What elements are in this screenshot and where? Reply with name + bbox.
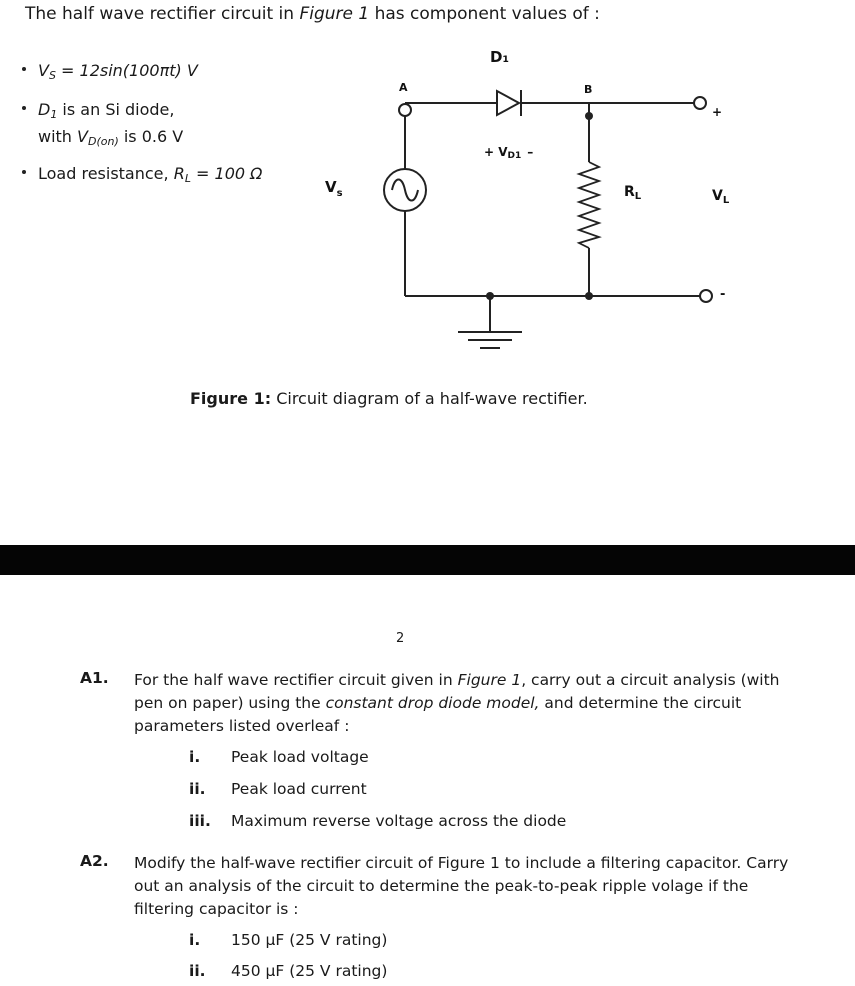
caption-label: Figure 1:	[190, 389, 272, 408]
question-a2-text: Modify the half-wave rectifier circuit of Figure 1 to include a filtering capacitor. Carry out an analysis of the circuit to determine the peak-to-peak ripple volage if the filtering capacitor is :	[134, 854, 789, 918]
a2-item-text: 450 µF (25 V rating)	[231, 962, 388, 980]
question-a2-label: A2.	[80, 852, 109, 870]
node-a-terminal	[399, 104, 411, 116]
output-minus-terminal	[700, 290, 712, 302]
a1-item-text: Peak load voltage	[231, 748, 369, 766]
label-rl-main: R	[624, 184, 635, 200]
output-plus-terminal	[694, 97, 706, 109]
a1-model: constant drop diode model,	[325, 694, 540, 712]
label-vs	[325, 178, 343, 199]
a1-item	[189, 780, 367, 798]
vdon-symbol: V	[77, 127, 88, 146]
page-number: 2	[396, 631, 405, 646]
label-vl-sub: L	[722, 195, 730, 206]
label-plus: +	[712, 105, 723, 119]
a1-figure-ref: Figure 1	[457, 671, 522, 689]
label-rl-sub: L	[634, 191, 642, 202]
a1-text-3: and determine the circuit parameters listed overleaf :	[134, 694, 742, 735]
load-value: = 100 Ω	[190, 164, 263, 183]
diode-line2-prefix: with	[38, 127, 78, 146]
page-divider-bar	[0, 545, 855, 575]
caption-text: Circuit diagram of a half-wave rectifier.	[271, 389, 588, 408]
resistor-rl	[579, 162, 599, 248]
intro-text-after: has component values of :	[369, 4, 600, 24]
a1-item-text: Peak load current	[231, 780, 367, 798]
circuit-diagram	[0, 0, 855, 380]
a2-item	[189, 931, 387, 949]
label-vd1-minus: –	[527, 145, 534, 159]
intro-text-before: The half wave rectifier circuit in	[25, 4, 300, 24]
a2-item-text: 150 µF (25 V rating)	[231, 931, 388, 949]
vs-subscript: S	[48, 69, 56, 82]
label-vd1	[484, 145, 533, 161]
load-prefix: Load resistance,	[38, 164, 174, 183]
intro-figure-ref: Figure 1	[299, 4, 370, 24]
diode-icon	[497, 91, 519, 115]
label-vd1-sub: D1	[507, 151, 522, 161]
label-d1: D₁	[490, 48, 510, 66]
junction-b	[585, 112, 593, 120]
diode-line1: is an Si diode,	[57, 100, 175, 119]
sine-wave-icon	[392, 180, 418, 201]
label-vs-main: V	[325, 178, 337, 196]
label-vd1-main: + V	[484, 145, 508, 159]
junction-ground	[486, 292, 494, 300]
question-a1-text	[134, 669, 794, 738]
a1-item	[189, 812, 566, 830]
label-vl	[712, 188, 730, 206]
d1-symbol: D	[38, 100, 51, 119]
a1-text-2: , carry out a circuit analysis (with pen on paper) using the	[134, 671, 780, 712]
label-rl	[624, 184, 642, 202]
label-vl-main: V	[712, 188, 723, 204]
a2-item	[189, 962, 387, 980]
a1-item-num: ii.	[189, 780, 206, 798]
a1-item-num: i.	[189, 748, 201, 766]
vs-value: = 12sin(100πt) V	[55, 61, 198, 80]
label-minus: -	[720, 287, 726, 302]
a1-item-text: Maximum reverse voltage across the diode	[231, 812, 567, 830]
a1-item	[189, 748, 369, 766]
a1-item-num: iii.	[189, 812, 211, 830]
diode-line2-suffix: is 0.6 V	[118, 127, 184, 146]
vdon-subscript: D(on)	[87, 135, 119, 148]
label-a: A	[399, 81, 408, 94]
a2-item-num: ii.	[189, 962, 206, 980]
a1-text-1: For the half wave rectifier circuit given in	[134, 671, 458, 689]
d1-subscript: 1	[50, 108, 58, 121]
vs-symbol: V	[38, 61, 49, 80]
rl-subscript: L	[184, 172, 191, 185]
label-b: B	[584, 83, 593, 96]
question-a1-label: A1.	[80, 669, 109, 687]
figure-caption	[190, 389, 588, 408]
junction-bottom-right	[585, 292, 593, 300]
rl-symbol: R	[173, 164, 185, 183]
label-vs-sub: s	[336, 188, 343, 199]
a2-item-num: i.	[189, 931, 201, 949]
